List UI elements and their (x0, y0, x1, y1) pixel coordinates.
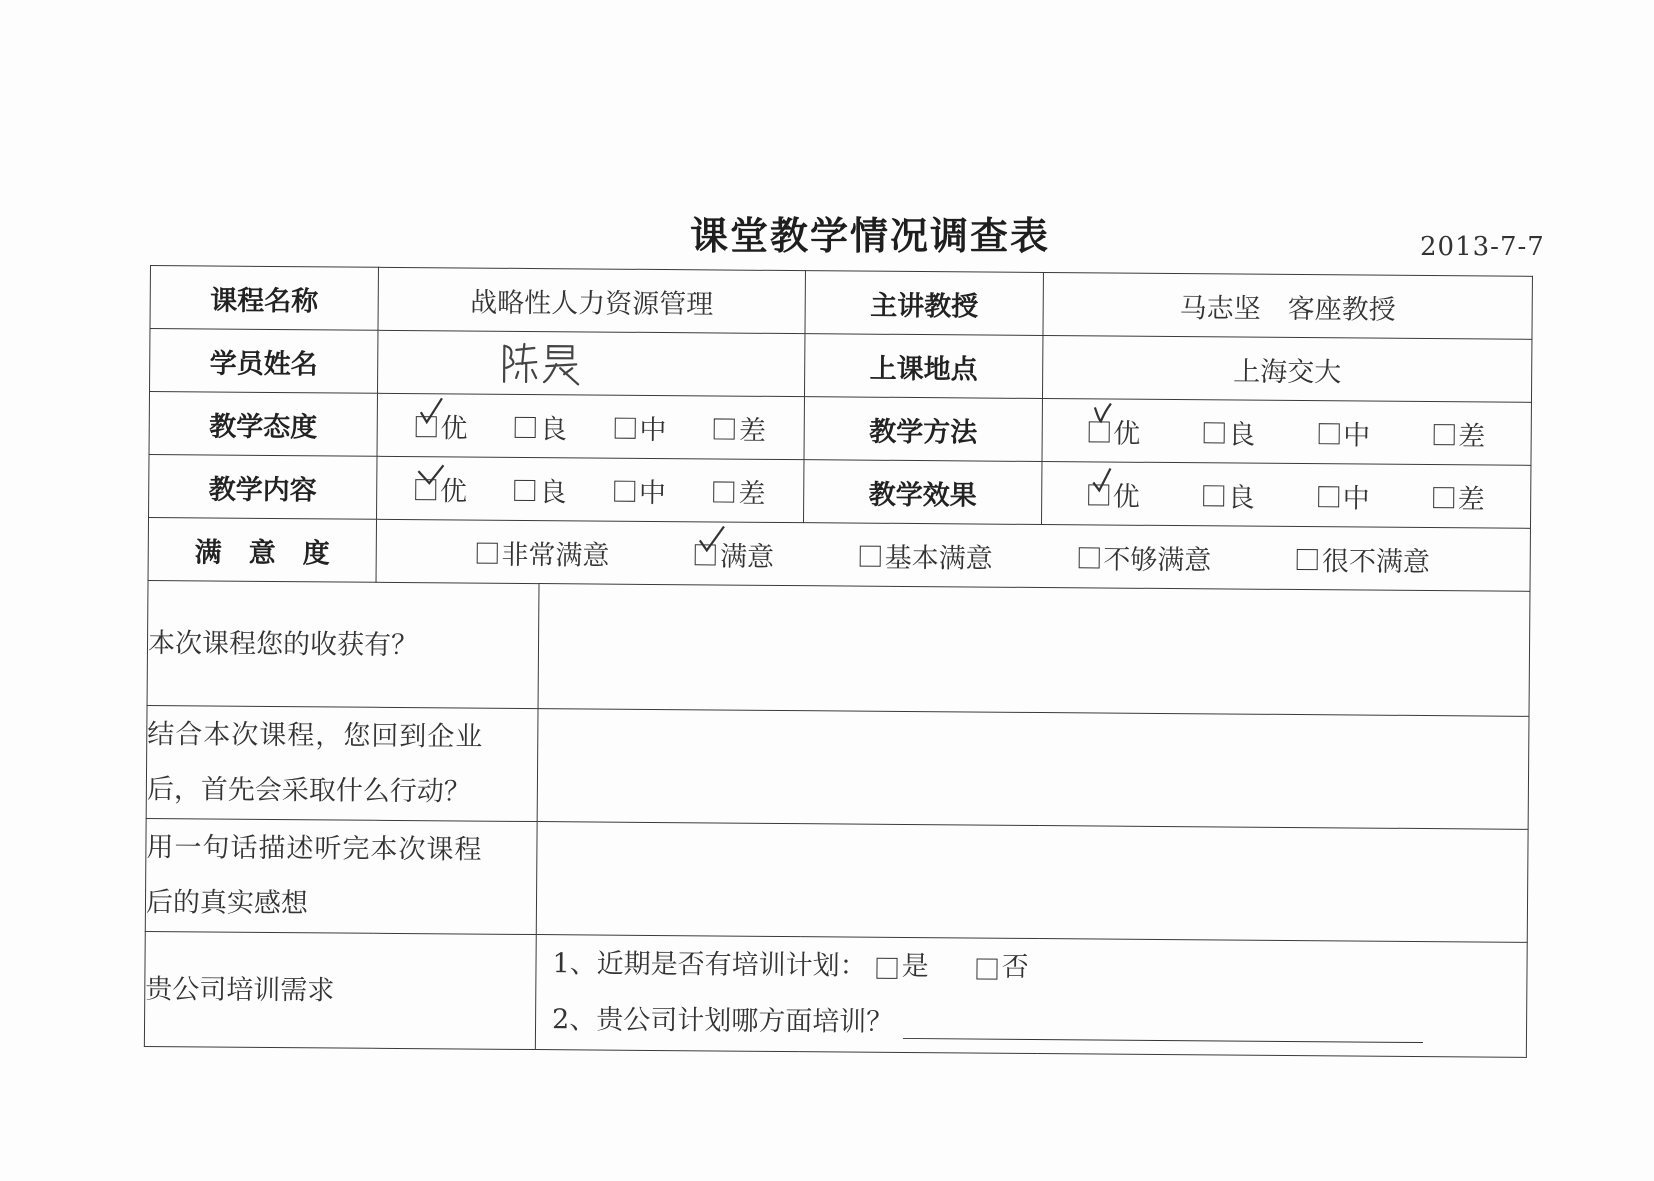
checkbox[interactable] (1078, 547, 1099, 568)
option-good[interactable]: 良 (1203, 412, 1255, 451)
checkbox[interactable] (614, 480, 635, 501)
checkbox[interactable] (1297, 549, 1318, 570)
checkmark-icon (1090, 401, 1118, 431)
question-feeling-line2: 后的真实感想 (145, 886, 309, 920)
option-not-satisfied[interactable]: 不够满意 (1078, 537, 1211, 577)
option-excellent[interactable]: 优 (415, 406, 467, 445)
checkbox[interactable] (1203, 485, 1224, 506)
satisfaction-label: 满 意 度 (148, 517, 376, 582)
checkbox[interactable] (514, 479, 535, 500)
option-fair[interactable]: 中 (1318, 413, 1370, 452)
answer-gains[interactable] (538, 584, 1530, 717)
row-course (150, 266, 1532, 340)
checkbox[interactable] (1433, 487, 1454, 508)
checkbox[interactable] (476, 542, 497, 563)
training-q1: 1、近期是否有培训计划： (552, 948, 867, 982)
option-good[interactable]: 良 (514, 469, 566, 508)
option-good[interactable]: 良 (1203, 475, 1255, 514)
option-no[interactable]: 否 (976, 940, 1028, 996)
answer-action[interactable] (537, 709, 1529, 830)
question-action (146, 705, 538, 821)
checkmark-icon (697, 524, 725, 554)
method-label: 教学方法 (804, 397, 1042, 462)
checkbox[interactable] (860, 545, 881, 566)
checkbox[interactable] (877, 957, 898, 978)
training-topic-line (536, 992, 1526, 1056)
question-action-line1: 结合本次课程，您回到企业 (147, 718, 484, 753)
option-excellent[interactable]: 优 (1088, 411, 1140, 450)
option-poor[interactable]: 差 (1433, 477, 1485, 516)
option-satisfied[interactable]: 满意 (695, 534, 774, 574)
question-gains: 本次课程您的收获有？ (147, 580, 539, 708)
question-feeling (145, 818, 537, 934)
checkbox[interactable] (614, 417, 635, 438)
checkbox[interactable] (1318, 423, 1339, 444)
checkmark-icon (1090, 464, 1118, 494)
form-date: 2013-7-7 (1420, 232, 1545, 262)
checkbox[interactable] (713, 481, 734, 502)
answer-feeling[interactable] (536, 822, 1528, 943)
checkbox[interactable] (714, 418, 735, 439)
attitude-label: 教学态度 (149, 392, 377, 457)
location-label: 上课地点 (804, 334, 1042, 399)
location-value: 上海交大 (1042, 336, 1531, 403)
option-basically-satisfied[interactable]: 基本满意 (860, 535, 993, 575)
row-student (150, 329, 1532, 403)
attitude-options (377, 393, 804, 459)
option-fair[interactable]: 中 (614, 470, 666, 509)
training-topic-input[interactable] (903, 1007, 1423, 1042)
question-feeling-line1: 用一句话描述听完本次课程 (146, 831, 483, 866)
lecturer-label: 主讲教授 (805, 271, 1043, 336)
handwritten-signature (498, 338, 588, 389)
checkbox[interactable] (1203, 422, 1224, 443)
row-training (144, 931, 1527, 1057)
content-label: 教学内容 (149, 454, 377, 519)
checkbox[interactable] (977, 958, 998, 979)
lecturer-value: 马志坚 客座教授 (1043, 273, 1532, 340)
content-options (377, 456, 804, 522)
checkbox[interactable] (1433, 424, 1454, 445)
option-very-dissatisfied[interactable]: 很不满意 (1297, 539, 1430, 579)
checkbox[interactable] (1318, 486, 1339, 507)
training-plan-line (536, 936, 1526, 1000)
satisfaction-options (376, 519, 1530, 591)
training-q2: 2、贵公司计划哪方面培训？ (551, 1004, 894, 1038)
option-poor[interactable]: 差 (1433, 414, 1485, 453)
effect-options (1041, 462, 1530, 529)
checkmark-icon (417, 459, 445, 489)
row-content-effect (149, 454, 1531, 528)
row-q3 (145, 818, 1528, 942)
option-poor[interactable]: 差 (714, 408, 766, 447)
option-yes[interactable]: 是 (876, 939, 928, 995)
option-poor[interactable]: 差 (713, 471, 765, 510)
form-title: 课堂教学情况调查表 (690, 214, 1051, 258)
course-label: 课程名称 (150, 266, 378, 331)
row-attitude-method (149, 392, 1531, 466)
row-satisfaction (148, 517, 1530, 591)
training-answers (535, 935, 1527, 1058)
training-label: 贵公司培训需求 (144, 931, 536, 1049)
row-q2 (146, 705, 1529, 829)
option-fair[interactable]: 中 (614, 407, 666, 446)
checkmark-icon (417, 396, 445, 426)
student-label: 学员姓名 (150, 329, 378, 394)
option-good[interactable]: 良 (515, 406, 567, 445)
method-options (1042, 399, 1531, 466)
question-action-line2: 后，首先会采取什么行动？ (146, 773, 471, 808)
option-fair[interactable]: 中 (1318, 476, 1370, 515)
option-excellent[interactable]: 优 (415, 469, 467, 508)
survey-table (144, 265, 1533, 1058)
option-excellent[interactable]: 优 (1088, 474, 1140, 513)
row-q1 (147, 580, 1530, 716)
effect-label: 教学效果 (803, 460, 1041, 525)
student-name-cell[interactable] (377, 330, 804, 396)
course-value: 战略性人力资源管理 (378, 267, 805, 333)
checkbox[interactable] (515, 416, 536, 437)
option-very-satisfied[interactable]: 非常满意 (476, 532, 609, 572)
